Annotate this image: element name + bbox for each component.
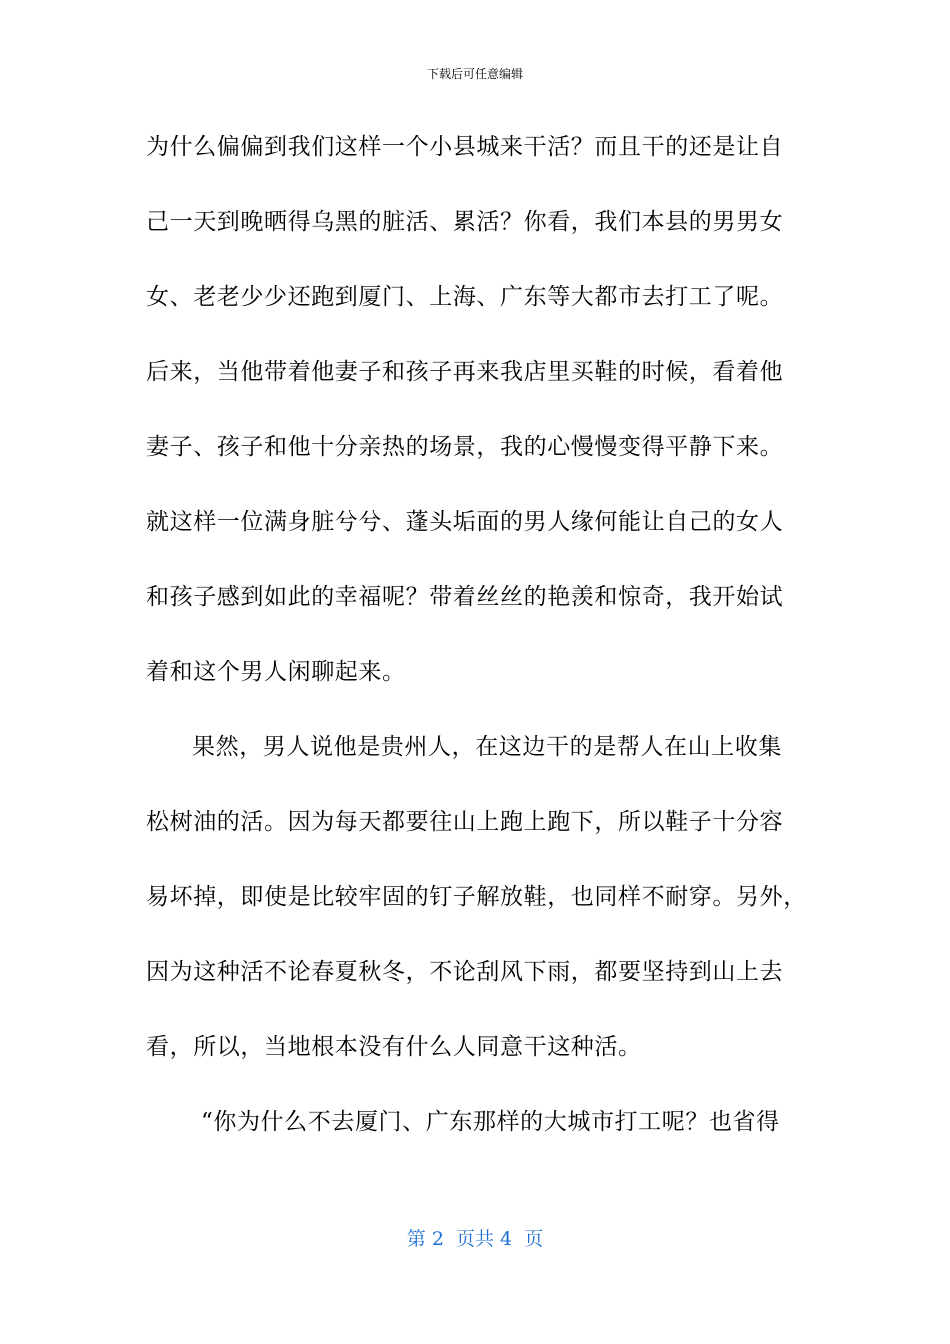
page-header: 下载后可任意编辑	[426, 67, 523, 81]
text-line: 妻子、孩子和他十分亲热的场景，我的心慢慢变得平静下来。	[146, 434, 784, 460]
paragraph-start-line: “你为什么不去厦门、广东那样的大城市打工呢？也省得	[201, 1109, 780, 1135]
text-line: 女、老老少少还跑到厦门、上海、广东等大都市去打工了呢。	[146, 284, 784, 310]
text-line: 后来，当他带着他妻子和孩子再来我店里买鞋的时候，看着他	[146, 359, 784, 385]
page-footer: 第 2 页共 4 页	[406, 1228, 544, 1250]
text-line: 为什么偏偏到我们这样一个小县城来干活？而且干的还是让自	[146, 134, 784, 160]
text-line: 和孩子感到如此的幸福呢？带着丝丝的艳羡和惊奇，我开始试	[146, 584, 784, 610]
document-body	[146, 128, 807, 1178]
text-line: 着和这个男人闲聊起来。	[146, 659, 406, 685]
paragraph-start-line: 果然，男人说他是贵州人，在这边干的是帮人在山上收集	[192, 734, 782, 760]
text-line: 己一天到晚晒得乌黑的脏活、累活？你看，我们本县的男男女	[146, 209, 784, 235]
text-line: 因为这种活不论春夏秋冬，不论刮风下雨，都要坚持到山上去	[146, 959, 784, 985]
text-line: 看，所以，当地根本没有什么人同意干这种活。	[146, 1034, 642, 1060]
text-line: 易坏掉，即使是比较牢固的钉子解放鞋，也同样不耐穿。另外，	[146, 884, 807, 910]
text-line: 松树油的活。因为每天都要往山上跑上跑下，所以鞋子十分容	[146, 809, 784, 835]
text-line: 就这样一位满身脏兮兮、蓬头垢面的男人缘何能让自己的女人	[146, 509, 784, 535]
